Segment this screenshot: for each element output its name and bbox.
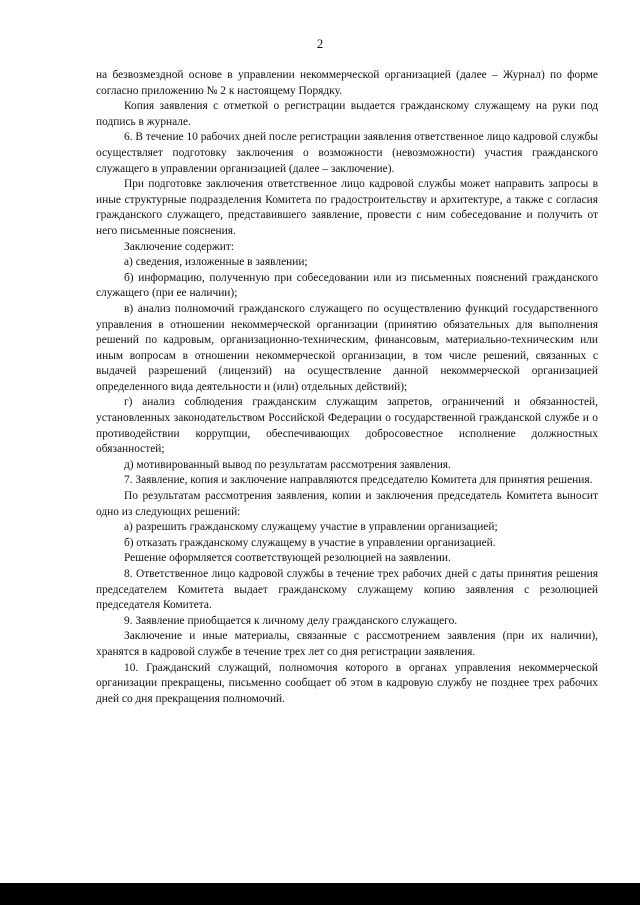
paragraph-item-9: 9. Заявление приобщается к личному делу гражданского служащего. bbox=[124, 614, 458, 627]
paragraph-item-7: 7. Заявление, копия и заключение направляются председателю Комитета для принятия решения. bbox=[124, 474, 593, 487]
paragraph-copy-issued: Копия заявления с отметкой о регистрации выдается гражданскому служащему на руки под подпись в журнале. bbox=[96, 100, 598, 128]
paragraph-decision-a: а) разрешить гражданскому служащему участие в управлении организацией; bbox=[124, 521, 498, 534]
paragraph-subitem-g: г) анализ соблюдения гражданским служащим запретов, ограничений и обязанностей, установленных законодательством Российской Федерации о государственной гражданской службе и о противодействии коррупции, обеспечивающих добросовестное исполнение должностных обязанностей; bbox=[96, 396, 598, 456]
paragraph-journal-continuation: на безвозмездной основе в управлении некоммерческой организацией (далее – Журнал) по форме согласно приложению № 2 к настоящему Порядку. bbox=[96, 69, 598, 97]
paragraph-subitem-b: б) информацию, полученную при собеседовании или из письменных пояснений гражданского служащего (при ее наличии); bbox=[96, 271, 598, 300]
paragraph-resolution: Решение оформляется соответствующей резолюцией на заявлении. bbox=[124, 552, 451, 565]
paragraph-subitem-a: а) сведения, изложенные в заявлении; bbox=[124, 256, 308, 269]
paragraph-item-8: 8. Ответственное лицо кадровой службы в течение трех рабочих дней с даты принятия решения председателем Комитета выдает гражданскому служащему копию заявления с резолюцией председателя Комитета. bbox=[96, 568, 598, 612]
paragraph-subitem-d: д) мотивированный вывод по результатам рассмотрения заявления. bbox=[124, 458, 451, 471]
paragraph-decision-b: б) отказать гражданскому служащему в участие в управлении организацией. bbox=[124, 536, 496, 549]
page-number: 2 bbox=[316, 36, 324, 51]
paragraph-subitem-v: в) анализ полномочий гражданского служащего по осуществлению функций государственного управления в отношении некоммерческой организации (принятию обязательных для выполнения решений по кадровым, организационно-техническим, финансовым, материально-техническим или иным вопросам в отношении некоммерческой организации, в том числе решений, связанных с выдачей разрешений (лицензий) на осуществление данной некоммерческой организацией определенного вида деятельности и (или) отдельных действий); bbox=[96, 302, 598, 393]
paragraph-item-6: 6. В течение 10 рабочих дней после регистрации заявления ответственное лицо кадровой службы осуществляет подготовку заключения о возможности (невозможности) участия гражданского служащего в управлении организацией (далее – заключение). bbox=[96, 131, 598, 175]
scan-bottom-border bbox=[0, 883, 640, 905]
paragraph-preparation: При подготовке заключения ответственное лицо кадровой службы может направить запросы в иные структурные подразделения Комитета по градостроительству и архитектуре, а также с согласия гражданского служащего, представившего заявление, провести с ним собеседование и получить от него письменные пояснения. bbox=[96, 178, 598, 237]
paragraph-decisions-intro: По результатам рассмотрения заявления, копии и заключения председатель Комитета выносит одно из следующих решений: bbox=[96, 490, 598, 518]
document-body bbox=[96, 68, 598, 707]
paragraph-storage: Заключение и иные материалы, связанные с рассмотрением заявления (при их наличии), хранятся в кадровой службе в течение трех лет со дня регистрации заявления. bbox=[96, 630, 598, 658]
paragraph-item-10: 10. Гражданский служащий, полномочия которого в органах управления некоммерческой организации прекращены, письменно сообщает об этом в кадровую службу не позднее трех рабочих дней со дня прекращения полномочий. bbox=[96, 661, 598, 705]
paragraph-conclusion-contains: Заключение содержит: bbox=[124, 240, 235, 253]
